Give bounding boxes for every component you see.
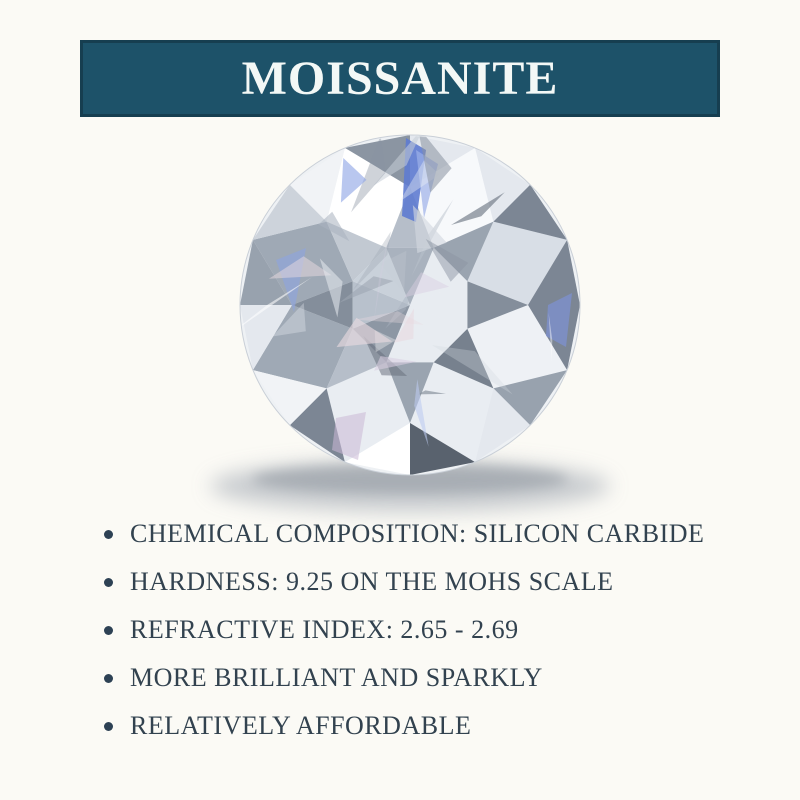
bullet-icon <box>104 722 113 731</box>
fact-text: REFRACTIVE INDEX: 2.65 - 2.69 <box>130 615 519 644</box>
fact-text: HARDNESS: 9.25 ON THE MOHS SCALE <box>130 567 614 596</box>
fact-text: RELATIVELY AFFORDABLE <box>130 711 472 740</box>
gemstone-image <box>210 120 610 530</box>
page-title: MOISSANITE <box>241 51 559 105</box>
bullet-icon <box>104 674 113 683</box>
bullet-icon <box>104 530 113 539</box>
list-item <box>104 702 704 750</box>
list-item <box>104 654 704 702</box>
facts-list <box>104 510 704 750</box>
fact-text: CHEMICAL COMPOSITION: SILICON CARBIDE <box>130 519 705 548</box>
title-banner <box>80 40 720 117</box>
fact-text: MORE BRILLIANT AND SPARKLY <box>130 663 543 692</box>
list-item <box>104 606 704 654</box>
gem-image-container <box>210 120 610 530</box>
bullet-icon <box>104 578 113 587</box>
list-item <box>104 558 704 606</box>
list-item <box>104 510 704 558</box>
bullet-icon <box>104 626 113 635</box>
